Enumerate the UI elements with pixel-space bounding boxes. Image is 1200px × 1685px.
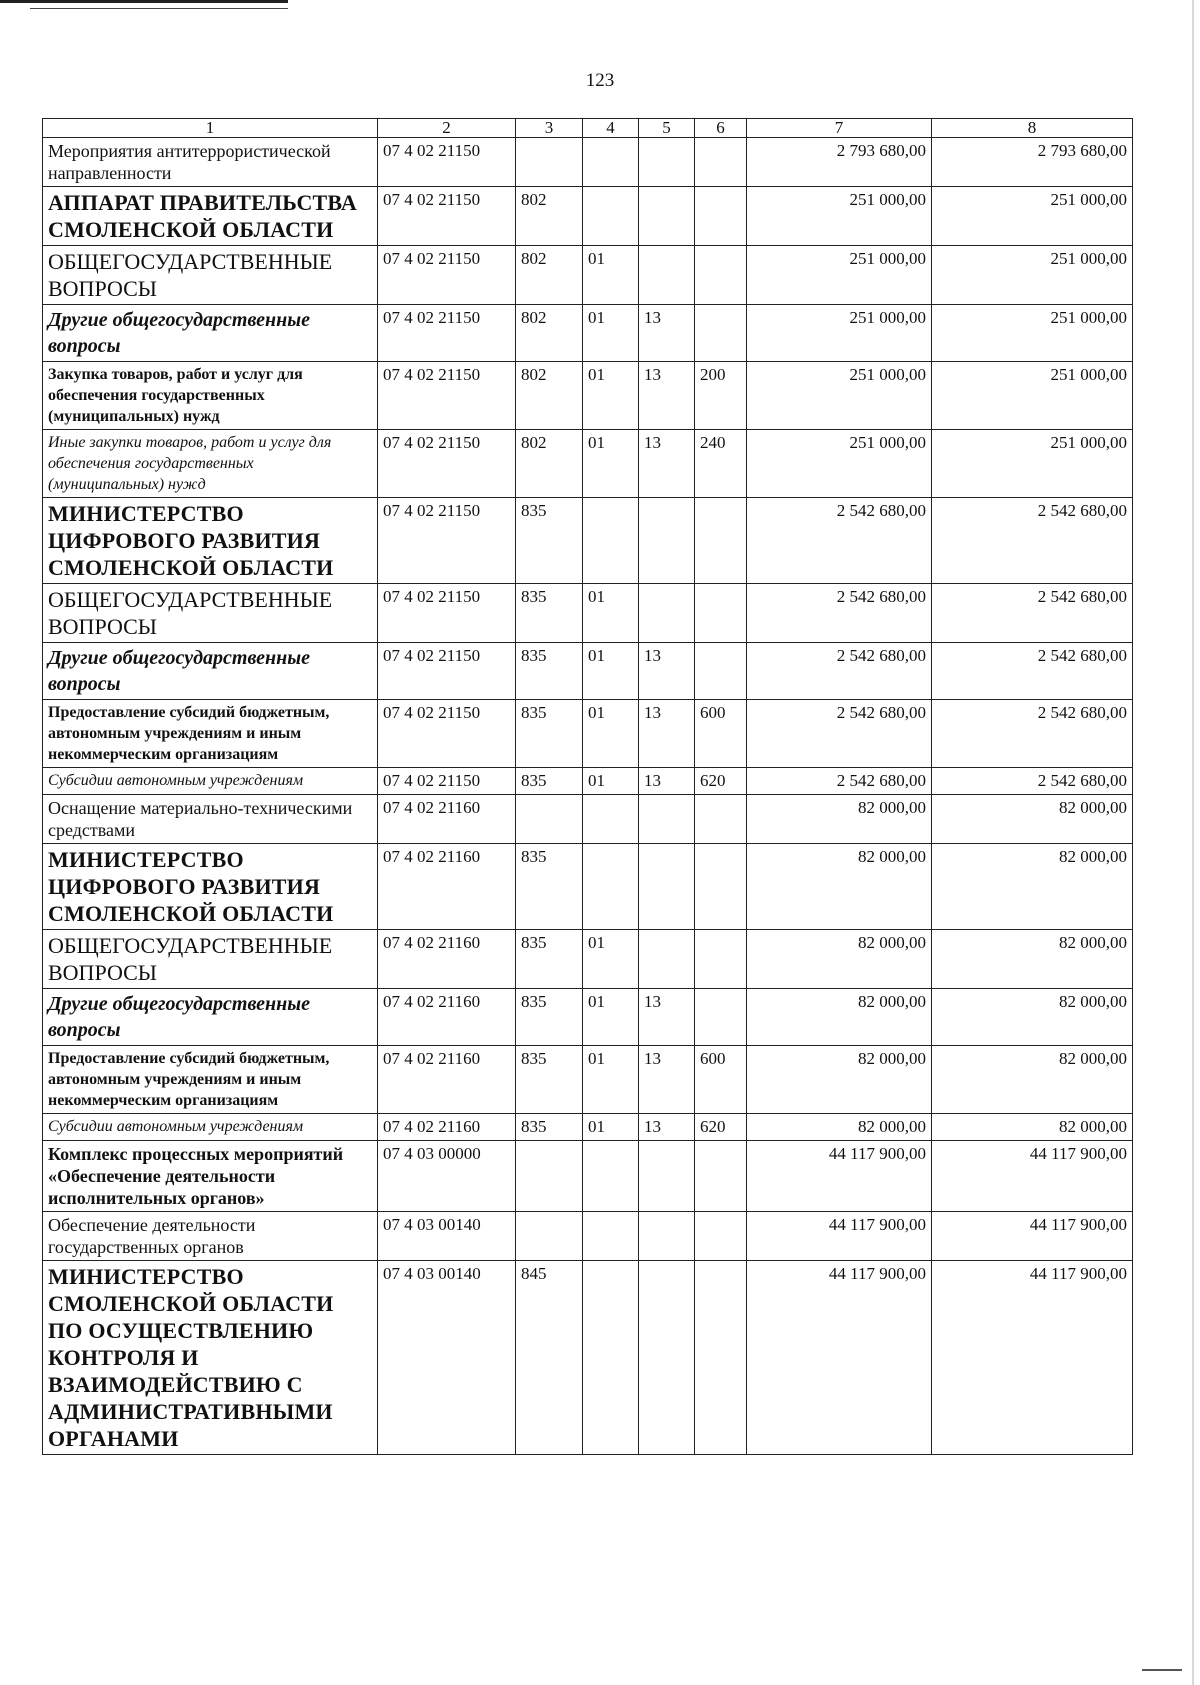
section-code-cell: 01 (583, 1114, 639, 1141)
item-name-cell: АППАРАТ ПРАВИТЕЛЬСТВА СМОЛЕНСКОЙ ОБЛАСТИ (43, 187, 378, 246)
amount-col7-cell: 2 793 680,00 (747, 138, 932, 187)
subsection-code-cell: 13 (639, 1114, 695, 1141)
amount-col8-cell: 82 000,00 (932, 989, 1133, 1046)
amount-col7-cell: 251 000,00 (747, 430, 932, 498)
item-name-cell: Другие общегосударственные вопросы (43, 989, 378, 1046)
amount-col8-cell: 82 000,00 (932, 1046, 1133, 1114)
table-row (43, 989, 1133, 1046)
ministry-code-cell (516, 1212, 583, 1261)
item-name-cell: Оснащение материально-техническими средствами (43, 795, 378, 844)
section-code-cell (583, 187, 639, 246)
amount-col8-cell: 251 000,00 (932, 362, 1133, 430)
table-row (43, 844, 1133, 930)
expense-type-cell: 240 (695, 430, 747, 498)
subsection-code-cell (639, 1212, 695, 1261)
target-code-cell: 07 4 02 21150 (378, 138, 516, 187)
ministry-code-cell: 802 (516, 187, 583, 246)
target-code-cell: 07 4 03 00000 (378, 1141, 516, 1212)
amount-col8-cell: 251 000,00 (932, 305, 1133, 362)
target-code-cell: 07 4 02 21160 (378, 795, 516, 844)
target-code-cell: 07 4 02 21150 (378, 498, 516, 584)
column-number-row (43, 119, 1133, 138)
ministry-code-cell: 835 (516, 1114, 583, 1141)
item-name-cell: Другие общегосударственные вопросы (43, 643, 378, 700)
section-code-cell: 01 (583, 305, 639, 362)
ministry-code-cell: 845 (516, 1261, 583, 1455)
item-name-cell: МИНИСТЕРСТВО СМОЛЕНСКОЙ ОБЛАСТИ ПО ОСУЩЕСТВЛЕНИЮ КОНТРОЛЯ И ВЗАИМОДЕЙСТВИЮ С АДМИНИСТРАТИВНЫМИ ОРГАНАМИ (43, 1261, 378, 1455)
ministry-code-cell: 835 (516, 844, 583, 930)
ministry-code-cell: 835 (516, 700, 583, 768)
subsection-code-cell: 13 (639, 1046, 695, 1114)
item-name-cell: Предоставление субсидий бюджетным, автономным учреждениям и иным некоммерческим организациям (43, 1046, 378, 1114)
amount-col8-cell: 44 117 900,00 (932, 1261, 1133, 1455)
subsection-code-cell (639, 795, 695, 844)
table-row (43, 305, 1133, 362)
expense-type-cell (695, 844, 747, 930)
item-name-cell: Комплекс процессных мероприятий «Обеспечение деятельности исполнительных органов» (43, 1141, 378, 1212)
column-header: 8 (932, 119, 1133, 138)
column-header: 4 (583, 119, 639, 138)
subsection-code-cell (639, 584, 695, 643)
table-row (43, 1212, 1133, 1261)
subsection-code-cell: 13 (639, 430, 695, 498)
item-name-cell: МИНИСТЕРСТВО ЦИФРОВОГО РАЗВИТИЯ СМОЛЕНСКОЙ ОБЛАСТИ (43, 844, 378, 930)
target-code-cell: 07 4 02 21150 (378, 643, 516, 700)
section-code-cell (583, 1261, 639, 1455)
table-row (43, 643, 1133, 700)
table-row (43, 795, 1133, 844)
ministry-code-cell: 835 (516, 989, 583, 1046)
ministry-code-cell (516, 795, 583, 844)
section-code-cell (583, 498, 639, 584)
subsection-code-cell: 13 (639, 643, 695, 700)
table-row (43, 187, 1133, 246)
amount-col7-cell: 2 542 680,00 (747, 768, 932, 795)
amount-col8-cell: 82 000,00 (932, 795, 1133, 844)
expense-type-cell (695, 989, 747, 1046)
header-rule (0, 0, 288, 3)
column-header: 7 (747, 119, 932, 138)
item-name-cell: Субсидии автономным учреждениям (43, 1114, 378, 1141)
section-code-cell: 01 (583, 1046, 639, 1114)
amount-col8-cell: 82 000,00 (932, 930, 1133, 989)
target-code-cell: 07 4 02 21160 (378, 844, 516, 930)
section-code-cell: 01 (583, 700, 639, 768)
target-code-cell: 07 4 03 00140 (378, 1261, 516, 1455)
subsection-code-cell (639, 498, 695, 584)
target-code-cell: 07 4 02 21150 (378, 305, 516, 362)
item-name-cell: Субсидии автономным учреждениям (43, 768, 378, 795)
section-code-cell: 01 (583, 246, 639, 305)
table-row (43, 138, 1133, 187)
amount-col8-cell: 82 000,00 (932, 1114, 1133, 1141)
amount-col8-cell: 2 542 680,00 (932, 768, 1133, 795)
section-code-cell: 01 (583, 362, 639, 430)
subsection-code-cell (639, 1261, 695, 1455)
expense-type-cell (695, 930, 747, 989)
subsection-code-cell: 13 (639, 305, 695, 362)
target-code-cell: 07 4 02 21160 (378, 989, 516, 1046)
subsection-code-cell: 13 (639, 700, 695, 768)
amount-col8-cell: 44 117 900,00 (932, 1212, 1133, 1261)
expense-type-cell (695, 246, 747, 305)
subsection-code-cell (639, 1141, 695, 1212)
amount-col8-cell: 2 542 680,00 (932, 584, 1133, 643)
target-code-cell: 07 4 02 21150 (378, 362, 516, 430)
table-row (43, 430, 1133, 498)
expense-type-cell (695, 1141, 747, 1212)
table-row (43, 246, 1133, 305)
section-code-cell (583, 138, 639, 187)
amount-col7-cell: 82 000,00 (747, 844, 932, 930)
subsection-code-cell (639, 930, 695, 989)
budget-table (42, 118, 1133, 1455)
expense-type-cell (695, 187, 747, 246)
expense-type-cell (695, 498, 747, 584)
amount-col7-cell: 82 000,00 (747, 1046, 932, 1114)
amount-col8-cell: 44 117 900,00 (932, 1141, 1133, 1212)
page-number: 123 (585, 70, 615, 91)
amount-col7-cell: 251 000,00 (747, 187, 932, 246)
table-row (43, 1141, 1133, 1212)
target-code-cell: 07 4 02 21150 (378, 187, 516, 246)
section-code-cell: 01 (583, 430, 639, 498)
amount-col7-cell: 251 000,00 (747, 305, 932, 362)
subsection-code-cell (639, 138, 695, 187)
ministry-code-cell: 835 (516, 584, 583, 643)
table-row (43, 700, 1133, 768)
amount-col7-cell: 251 000,00 (747, 362, 932, 430)
expense-type-cell (695, 305, 747, 362)
table-row (43, 498, 1133, 584)
item-name-cell: Предоставление субсидий бюджетным, автономным учреждениям и иным некоммерческим организациям (43, 700, 378, 768)
ministry-code-cell: 835 (516, 498, 583, 584)
column-header: 5 (639, 119, 695, 138)
target-code-cell: 07 4 02 21150 (378, 246, 516, 305)
amount-col7-cell: 44 117 900,00 (747, 1261, 932, 1455)
column-header: 6 (695, 119, 747, 138)
amount-col8-cell: 82 000,00 (932, 844, 1133, 930)
section-code-cell: 01 (583, 584, 639, 643)
amount-col8-cell: 251 000,00 (932, 430, 1133, 498)
subsection-code-cell: 13 (639, 768, 695, 795)
table-row (43, 1114, 1133, 1141)
subsection-code-cell (639, 246, 695, 305)
column-header: 3 (516, 119, 583, 138)
item-name-cell: Мероприятия антитеррористической направленности (43, 138, 378, 187)
amount-col8-cell: 2 542 680,00 (932, 643, 1133, 700)
table-row (43, 1046, 1133, 1114)
expense-type-cell (695, 795, 747, 844)
expense-type-cell (695, 138, 747, 187)
target-code-cell: 07 4 02 21150 (378, 768, 516, 795)
section-code-cell: 01 (583, 643, 639, 700)
target-code-cell: 07 4 03 00140 (378, 1212, 516, 1261)
section-code-cell: 01 (583, 930, 639, 989)
table-row (43, 930, 1133, 989)
section-code-cell (583, 1141, 639, 1212)
expense-type-cell: 600 (695, 700, 747, 768)
ministry-code-cell (516, 138, 583, 187)
amount-col7-cell: 251 000,00 (747, 246, 932, 305)
section-code-cell (583, 1212, 639, 1261)
ministry-code-cell (516, 1141, 583, 1212)
target-code-cell: 07 4 02 21160 (378, 1114, 516, 1141)
header-rule-thin (30, 8, 288, 9)
target-code-cell: 07 4 02 21150 (378, 700, 516, 768)
ministry-code-cell: 802 (516, 362, 583, 430)
table-row (43, 1261, 1133, 1455)
subsection-code-cell: 13 (639, 362, 695, 430)
amount-col7-cell: 44 117 900,00 (747, 1141, 932, 1212)
amount-col7-cell: 82 000,00 (747, 795, 932, 844)
item-name-cell: ОБЩЕГОСУДАРСТВЕННЫЕ ВОПРОСЫ (43, 584, 378, 643)
item-name-cell: Иные закупки товаров, работ и услуг для обеспечения государственных (муниципальных) нужд (43, 430, 378, 498)
expense-type-cell (695, 1261, 747, 1455)
expense-type-cell (695, 584, 747, 643)
item-name-cell: Закупка товаров, работ и услуг для обеспечения государственных (муниципальных) нужд (43, 362, 378, 430)
amount-col8-cell: 2 542 680,00 (932, 498, 1133, 584)
target-code-cell: 07 4 02 21150 (378, 584, 516, 643)
table-body (43, 138, 1133, 1455)
amount-col7-cell: 2 542 680,00 (747, 700, 932, 768)
amount-col8-cell: 251 000,00 (932, 246, 1133, 305)
ministry-code-cell: 835 (516, 930, 583, 989)
item-name-cell: Другие общегосударственные вопросы (43, 305, 378, 362)
ministry-code-cell: 835 (516, 643, 583, 700)
expense-type-cell: 620 (695, 1114, 747, 1141)
column-header: 1 (43, 119, 378, 138)
section-code-cell (583, 795, 639, 844)
ministry-code-cell: 835 (516, 1046, 583, 1114)
item-name-cell: ОБЩЕГОСУДАРСТВЕННЫЕ ВОПРОСЫ (43, 930, 378, 989)
table-row (43, 768, 1133, 795)
target-code-cell: 07 4 02 21150 (378, 430, 516, 498)
item-name-cell: Обеспечение деятельности государственных органов (43, 1212, 378, 1261)
section-code-cell (583, 844, 639, 930)
subsection-code-cell: 13 (639, 989, 695, 1046)
ministry-code-cell: 835 (516, 768, 583, 795)
amount-col8-cell: 2 542 680,00 (932, 700, 1133, 768)
ministry-code-cell: 802 (516, 430, 583, 498)
amount-col7-cell: 2 542 680,00 (747, 584, 932, 643)
expense-type-cell (695, 1212, 747, 1261)
ministry-code-cell: 802 (516, 305, 583, 362)
subsection-code-cell (639, 844, 695, 930)
target-code-cell: 07 4 02 21160 (378, 1046, 516, 1114)
item-name-cell: ОБЩЕГОСУДАРСТВЕННЫЕ ВОПРОСЫ (43, 246, 378, 305)
amount-col8-cell: 2 793 680,00 (932, 138, 1133, 187)
amount-col7-cell: 2 542 680,00 (747, 498, 932, 584)
section-code-cell: 01 (583, 989, 639, 1046)
ministry-code-cell: 802 (516, 246, 583, 305)
amount-col7-cell: 82 000,00 (747, 930, 932, 989)
amount-col7-cell: 44 117 900,00 (747, 1212, 932, 1261)
amount-col8-cell: 251 000,00 (932, 187, 1133, 246)
item-name-cell: МИНИСТЕРСТВО ЦИФРОВОГО РАЗВИТИЯ СМОЛЕНСКОЙ ОБЛАСТИ (43, 498, 378, 584)
target-code-cell: 07 4 02 21160 (378, 930, 516, 989)
amount-col7-cell: 2 542 680,00 (747, 643, 932, 700)
footer-mark (1142, 1669, 1182, 1671)
table-row (43, 584, 1133, 643)
section-code-cell: 01 (583, 768, 639, 795)
amount-col7-cell: 82 000,00 (747, 1114, 932, 1141)
table-row (43, 362, 1133, 430)
expense-type-cell (695, 643, 747, 700)
expense-type-cell: 620 (695, 768, 747, 795)
expense-type-cell: 200 (695, 362, 747, 430)
expense-type-cell: 600 (695, 1046, 747, 1114)
scan-edge (1192, 0, 1194, 1685)
amount-col7-cell: 82 000,00 (747, 989, 932, 1046)
subsection-code-cell (639, 187, 695, 246)
column-header: 2 (378, 119, 516, 138)
